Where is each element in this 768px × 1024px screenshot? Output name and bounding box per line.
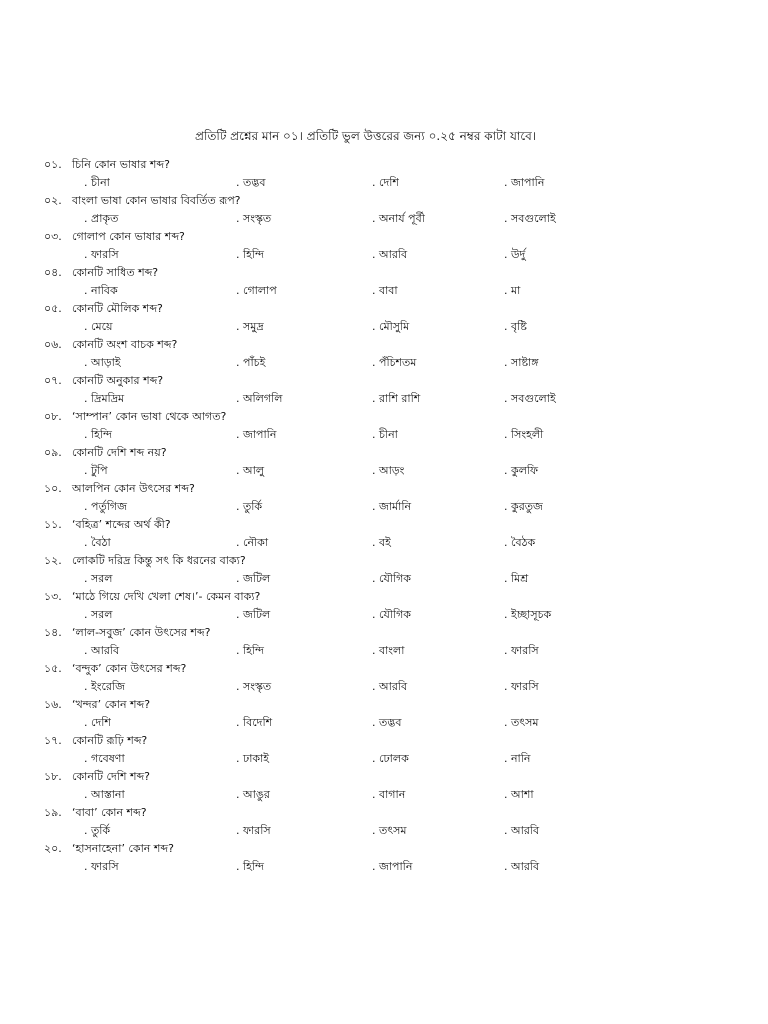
question-line: [44, 372, 163, 391]
question-text: কোনটি অনুকার শব্দ?: [72, 374, 164, 387]
answer-option: . আরবি: [372, 680, 408, 693]
answer-option: . আরবি: [504, 860, 540, 873]
options-row: [44, 174, 744, 192]
answer-option: . পঁচিশতম: [372, 356, 417, 369]
question-text: লোকটি দরিদ্র কিন্তু সৎ কি ধরনের বাক্য?: [72, 554, 246, 567]
question-text: কোনটি অংশ বাচক শব্দ?: [72, 338, 178, 351]
options-row: [44, 750, 744, 768]
answer-option: . আলু: [236, 464, 265, 477]
question-line: [44, 228, 185, 247]
question-number: ০২.: [44, 194, 62, 207]
options-row: [44, 498, 744, 516]
question-line: [44, 768, 150, 787]
answer-option: . সিংহলী: [504, 428, 544, 441]
question-line: [44, 552, 246, 571]
answer-option: . ঢাকাই: [236, 752, 270, 765]
question-text: ‘সাম্পান’ কোন ভাষা থেকে আগত?: [72, 410, 227, 423]
question-number: ১৭.: [44, 734, 62, 747]
question-item: [44, 300, 744, 336]
answer-option: . বই: [372, 536, 391, 549]
answer-option: . আরবি: [504, 824, 540, 837]
question-item: [44, 840, 744, 876]
question-text: ‘লাল-সবুজ’ কোন উৎসের শব্দ?: [72, 626, 211, 639]
answer-option: . তদ্ভব: [372, 716, 402, 729]
answer-option: . বাগান: [372, 788, 406, 801]
options-row: [44, 642, 744, 660]
answer-option: . ঢোলক: [372, 752, 409, 765]
question-number: ০৯.: [44, 446, 62, 459]
question-number: ১৪.: [44, 626, 62, 639]
options-row: [44, 354, 744, 372]
answer-option: . উর্দু: [504, 248, 526, 261]
question-number: ০১.: [44, 158, 62, 171]
question-item: [44, 696, 744, 732]
question-text: গোলাপ কোন ভাষার শব্দ?: [72, 230, 185, 243]
answer-option: . বৈঠা: [84, 536, 111, 549]
answer-option: . জাপানি: [504, 176, 545, 189]
question-text: আলপিন কোন উৎসের শব্দ?: [72, 482, 195, 495]
question-text: কোনটি রূঢ়ি শব্দ?: [72, 734, 148, 747]
question-line: [44, 408, 226, 427]
options-row: [44, 210, 744, 228]
question-number: ০৩.: [44, 230, 62, 243]
question-number: ০৭.: [44, 374, 62, 387]
options-row: [44, 678, 744, 696]
question-item: [44, 444, 744, 480]
options-row: [44, 426, 744, 444]
answer-option: . জটিল: [236, 572, 271, 585]
question-number: ১৩.: [44, 590, 62, 603]
question-item: [44, 192, 744, 228]
options-row: [44, 786, 744, 804]
answer-option: . আরবি: [372, 248, 408, 261]
answer-option: . চীনা: [372, 428, 398, 441]
answer-option: . টুপি: [84, 464, 108, 477]
answer-option: . যৌগিক: [372, 608, 411, 621]
question-text: কোনটি সাধিত শব্দ?: [72, 266, 159, 279]
question-line: [44, 480, 195, 499]
question-line: [44, 696, 150, 715]
answer-option: . সংস্কৃত: [236, 212, 272, 225]
answer-option: . জাপানি: [372, 860, 413, 873]
question-line: [44, 840, 174, 859]
question-text: ‘খন্দর’ কোন শব্দ?: [72, 698, 151, 711]
answer-option: . আশা: [504, 788, 534, 801]
answer-option: . ইচ্ছাসূচক: [504, 608, 552, 621]
question-item: [44, 624, 744, 660]
answer-option: . পাঁচই: [236, 356, 266, 369]
options-row: [44, 606, 744, 624]
options-row: [44, 570, 744, 588]
answer-option: . প্রাকৃত: [84, 212, 119, 225]
answer-option: . সবগুলোই: [504, 212, 556, 225]
question-item: [44, 372, 744, 408]
question-number: ১৬.: [44, 698, 62, 711]
answer-option: . মা: [504, 284, 521, 297]
options-row: [44, 462, 744, 480]
answer-option: . পর্তুগিজ: [84, 500, 127, 513]
question-line: [44, 156, 170, 175]
answer-option: . সংস্কৃত: [236, 680, 272, 693]
question-line: [44, 336, 177, 355]
answer-option: . মিশ্র: [504, 572, 529, 585]
question-number: ০৬.: [44, 338, 62, 351]
question-number: ১৫.: [44, 662, 62, 675]
answer-option: . অলিগলি: [236, 392, 283, 405]
answer-option: . যৌগিক: [372, 572, 411, 585]
question-number: ১২.: [44, 554, 62, 567]
answer-option: . ইংরেজি: [84, 680, 125, 693]
instruction-header: প্রতিটি প্রশ্নের মান ০১। প্রতিটি ভুল উত্তরের জন্য ০.২৫ নম্বর কাটা যাবে।: [195, 129, 537, 143]
answer-option: . বিদেশি: [236, 716, 273, 729]
question-text: ‘বন্দুক’ কোন উৎসের শব্দ?: [72, 662, 187, 675]
question-text: ‘বহিত্র’ শব্দের অর্থ কী?: [72, 518, 171, 531]
options-row: [44, 858, 744, 876]
answer-option: . সাষ্টাঙ্গ: [504, 356, 539, 369]
answer-option: . দ্রিমদ্রিম: [84, 392, 125, 405]
answer-option: . কুলফি: [504, 464, 539, 477]
answer-option: . অনার্য পূর্বী: [372, 212, 425, 225]
answer-option: . হিন্দি: [236, 644, 264, 657]
question-number: ২০.: [44, 842, 62, 855]
answer-option: . আস্তানা: [84, 788, 125, 801]
question-line: [44, 588, 260, 607]
options-row: [44, 282, 744, 300]
answer-option: . ফারসি: [504, 680, 539, 693]
question-line: [44, 804, 147, 823]
answer-option: . আড়ং: [372, 464, 405, 477]
question-text: ‘মাঠে গিয়ে দেখি খেলা শেষ।’- কেমন বাক্য?: [72, 590, 261, 603]
question-number: ০৪.: [44, 266, 62, 279]
answer-option: . ফারসি: [504, 644, 539, 657]
question-text: কোনটি দেশি শব্দ নয়?: [72, 446, 167, 459]
answer-option: . তুর্কি: [84, 824, 111, 837]
question-line: [44, 660, 186, 679]
answer-option: . হিন্দি: [84, 428, 112, 441]
answer-option: . দেশি: [84, 716, 111, 729]
question-item: [44, 156, 744, 192]
answer-option: . জটিল: [236, 608, 271, 621]
answer-option: . তৎসম: [372, 824, 407, 837]
answer-option: . মেয়ে: [84, 320, 113, 333]
question-item: [44, 660, 744, 696]
answer-option: . হিন্দি: [236, 860, 264, 873]
question-line: [44, 516, 171, 535]
answer-option: . সবগুলোই: [504, 392, 556, 405]
question-item: [44, 552, 744, 588]
answer-option: . তদ্ভব: [236, 176, 266, 189]
answer-option: . বৈঠক: [504, 536, 536, 549]
question-item: [44, 516, 744, 552]
answer-option: . মৌসুমি: [372, 320, 410, 333]
question-number: ১৮.: [44, 770, 62, 783]
question-text: ‘হাসনাহেনা’ কোন শব্দ?: [72, 842, 174, 855]
answer-option: . রাশি রাশি: [372, 392, 421, 405]
answer-option: . নাবিক: [84, 284, 118, 297]
question-item: [44, 588, 744, 624]
answer-option: . সরল: [84, 572, 113, 585]
answer-option: . গবেষণা: [84, 752, 125, 765]
question-item: [44, 480, 744, 516]
question-item: [44, 768, 744, 804]
question-text: ‘বাবা’ কোন শব্দ?: [72, 806, 147, 819]
answer-option: . ফারসি: [236, 824, 271, 837]
question-number: ১০.: [44, 482, 62, 495]
answer-option: . তুর্কি: [236, 500, 263, 513]
answer-option: . আঙুর: [236, 788, 270, 801]
answer-option: . জাপানি: [236, 428, 277, 441]
options-row: [44, 534, 744, 552]
question-item: [44, 732, 744, 768]
question-text: চিনি কোন ভাষার শব্দ?: [72, 158, 170, 171]
question-item: [44, 408, 744, 444]
options-row: [44, 318, 744, 336]
answer-option: . ফারসি: [84, 248, 119, 261]
question-number: ১৯.: [44, 806, 62, 819]
question-item: [44, 264, 744, 300]
question-item: [44, 336, 744, 372]
answer-option: . সরল: [84, 608, 113, 621]
answer-option: . গোলাপ: [236, 284, 277, 297]
options-row: [44, 822, 744, 840]
answer-option: . বৃষ্টি: [504, 320, 527, 333]
answer-option: . কুরতুজ: [504, 500, 543, 513]
question-line: [44, 624, 210, 643]
question-line: [44, 300, 163, 319]
answer-option: . হিন্দি: [236, 248, 264, 261]
question-text: কোনটি মৌলিক শব্দ?: [72, 302, 163, 315]
options-row: [44, 714, 744, 732]
question-number: ০৮.: [44, 410, 62, 423]
question-list: [44, 156, 744, 876]
answer-option: . ফারসি: [84, 860, 119, 873]
answer-option: . নানি: [504, 752, 531, 765]
question-text: কোনটি দেশি শব্দ?: [72, 770, 151, 783]
answer-option: . বাবা: [372, 284, 398, 297]
answer-option: . আড়াই: [84, 356, 121, 369]
answer-option: . দেশি: [372, 176, 399, 189]
options-row: [44, 390, 744, 408]
options-row: [44, 246, 744, 264]
answer-option: . সমুদ্র: [236, 320, 264, 333]
question-item: [44, 228, 744, 264]
question-number: ১১.: [44, 518, 62, 531]
answer-option: . বাংলা: [372, 644, 405, 657]
question-line: [44, 732, 147, 751]
answer-option: . আরবি: [84, 644, 120, 657]
answer-option: . নৌকা: [236, 536, 269, 549]
question-line: [44, 192, 241, 211]
answer-option: . তৎসম: [504, 716, 539, 729]
question-text: বাংলা ভাষা কোন ভাষার বিবর্তিত রূপ?: [72, 194, 241, 207]
question-item: [44, 804, 744, 840]
answer-option: . চীনা: [84, 176, 110, 189]
answer-option: . জার্মানি: [372, 500, 412, 513]
question-line: [44, 264, 158, 283]
question-number: ০৫.: [44, 302, 62, 315]
question-line: [44, 444, 167, 463]
